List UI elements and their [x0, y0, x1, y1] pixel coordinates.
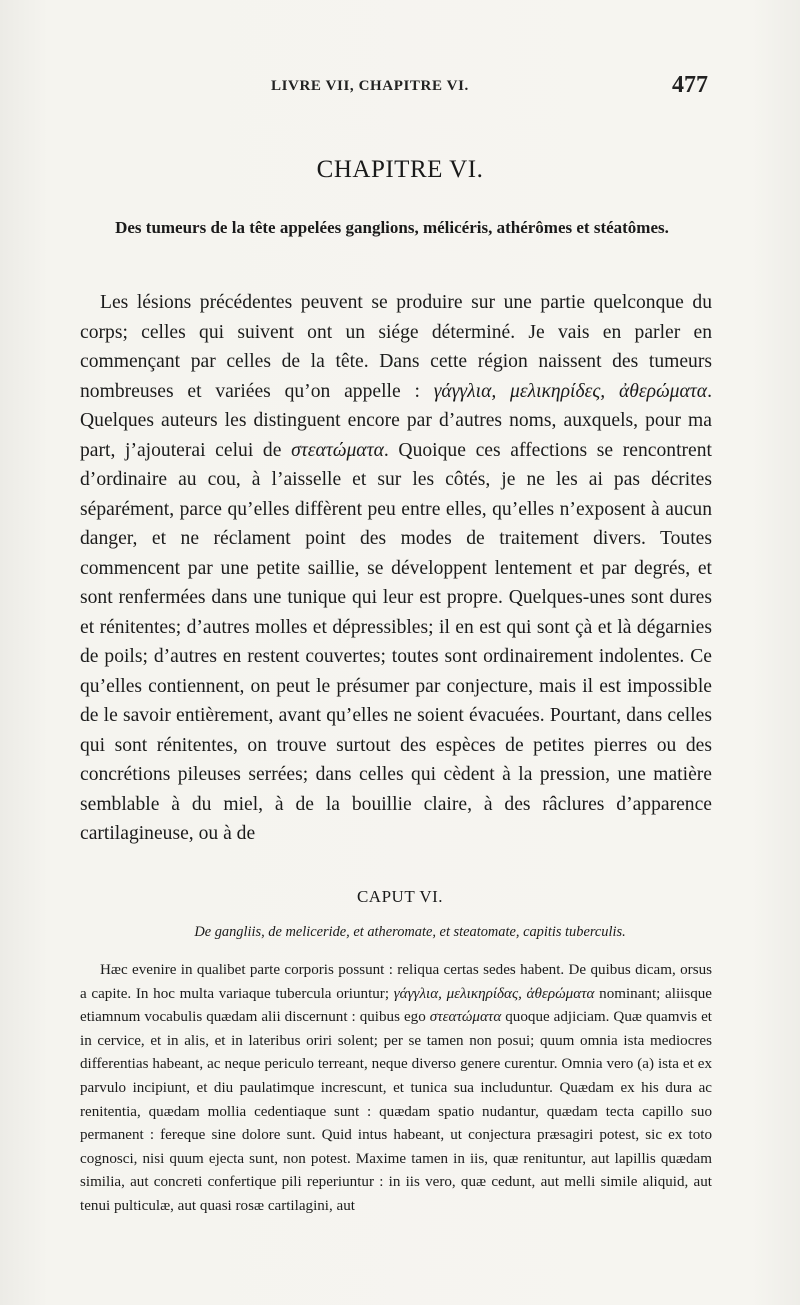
latin-greek-steatomata: στεατώματα	[429, 1009, 502, 1026]
french-text	[80, 288, 712, 849]
page-header	[0, 72, 800, 102]
chapter-title: CHAPITRE VI.	[316, 156, 484, 183]
latin-chapter-title: CAPUT VI.	[356, 887, 444, 906]
french-text-start: Les lésions précédentes peuvent se produire sur une partie quelconque du corps; celles qui suivent ont un siége déterminé. Je vais en parler en commençant par celles de la tête. Dans cette région naissent des tumeurs nombreuses et variées qu’on appelle :	[80, 292, 712, 402]
latin-text-start: Hæc evenire in qualibet parte corporis possunt : reliqua certas sedes habent. De quibus dicam, orsus a capite. In hoc multa variaque tubercula oriuntur;	[80, 962, 712, 1002]
french-text-mid: . Quelques auteurs les distinguent encore par d’autres noms, auxquels, pour ma part, j’ajouterai celui de	[80, 380, 712, 461]
chapter-subtitle: Des tumeurs de la tête appelées ganglions, mélicéris, athérômes et stéatômes.	[115, 218, 669, 237]
french-text-end: . Quoique ces affections se rencontrent d’ordinaire au cou, à l’aisselle et sur les côtés, je ne les ai pas décrites séparément, parce qu’elles diffèrent peu entre elles, qu’elles n’exposent à aucun danger, et ne réclament point des modes de traitement divers. Toutes commencent par une petite saillie, se développent lentement et par degrés, et sont renfermées dans une tunique qui leur est propre. Quelques-unes sont dures et rénitentes; d’autres molles et dépressibles; il en est qui sont çà et là dégarnies de poils; d’autres en restent couvertes; toutes sont ordinairement indolentes. Ce qu’elles contiennent, on peut le présumer par conjecture, mais il est impossible de le savoir entièrement, avant qu’elles ne soient évacuées. Pourtant, dans celles qui sont rénitentes, on trouve surtout des espèces de petites pierres ou des concrétions pileuses serrées; dans celles qui cèdent à la pression, une matière semblable à du miel, à de la bouillie claire, à des râclures d’apparence cartilagineuse, ou à de	[80, 439, 712, 844]
french-paragraph	[80, 288, 712, 849]
latin-paragraph	[80, 959, 712, 1219]
latin-text-end: quoque adjiciam. Quæ quamvis et in cervice, et in alis, et in lateribus oriri solent; per se tamen non posui; quum omnia ista mediocres differentias habeant, ac neque periculo terreant, neque diverso genere curentur. Omnia vero (a) ista et ex parvulo incipiunt, et diu paulatimque increscunt, et tunica sua includuntur. Quædam ex his dura ac renitentia, quædam mollia cedentiaque sunt : quædam spatio nudantur, quædam tecta capillo suo permanent : fereque sine dolore sunt. Quid intus habeant, ut conjectura præsagiri potest, sic ex toto cognosci, nisi quum ejecta sunt, non potest. Maxime tamen in iis, quæ renituntur, aut lapillis quædam similia, aut concreti confertique pili reperiuntur : in iis vero, quæ cedunt, aut melli simile aliquid, aut tenui pulticulæ, aut quasi rosæ cartilagini, aut	[80, 1009, 712, 1214]
latin-text	[80, 959, 712, 1219]
greek-steatomata: στεατώματα	[291, 439, 384, 461]
greek-terms: γάγγλια, μελικηρίδες, ἀθερώματα	[433, 380, 708, 402]
latin-text-mid: nominant; aliisque etiamnum vocabulis quædam alii discernunt : quibus ego	[80, 985, 712, 1026]
page-number: 477	[672, 72, 708, 98]
latin-subtitle: De gangliis, de meliceride, et atheromate, et steatomate, capitis tuberculis.	[194, 924, 626, 940]
latin-greek-terms: γάγγλια, μελικηρίδας, ἀθερώματα	[393, 985, 595, 1002]
running-head: LIVRE VII, CHAPITRE VI.	[271, 78, 469, 94]
